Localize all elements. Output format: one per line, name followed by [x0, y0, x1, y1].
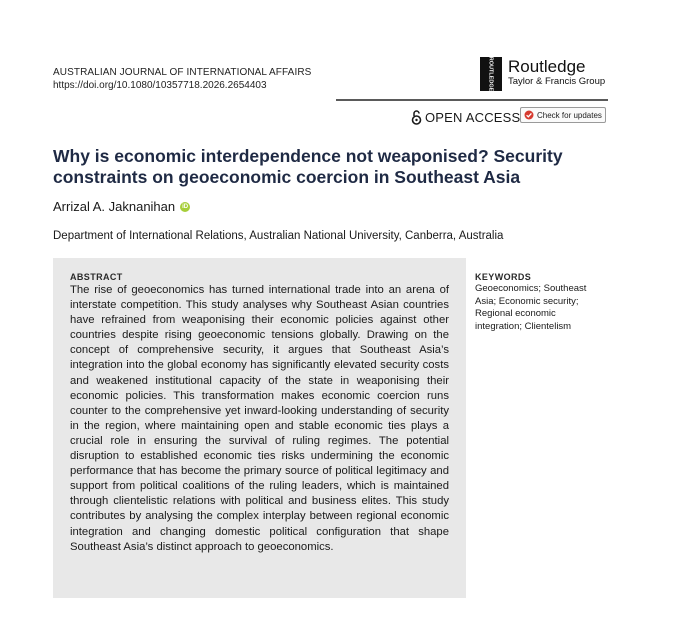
doi-link[interactable]: https://doi.org/10.1080/10357718.2026.2654403 — [53, 80, 267, 91]
open-access-label: OPEN ACCESS — [425, 110, 521, 125]
check-updates-button[interactable] — [520, 107, 606, 123]
routledge-logo-icon — [480, 57, 502, 91]
open-lock-icon — [411, 110, 422, 125]
article-title: Why is economic interdependence not weaponised? Security constraints on geoeconomic coercion in Southeast Asia — [53, 146, 563, 187]
author-name[interactable]: Arrizal A. Jaknanihan — [53, 199, 176, 214]
header-rule — [336, 99, 608, 101]
check-updates-label: Check for updates — [537, 110, 602, 120]
open-access-badge — [411, 110, 520, 125]
author-line — [53, 199, 190, 215]
abstract-heading: ABSTRACT — [70, 272, 123, 282]
abstract-box — [53, 258, 466, 598]
publisher-logo-text: ROUTLEDGE — [487, 57, 494, 91]
keywords-block — [475, 272, 605, 333]
publisher-subtitle: Taylor & Francis Group — [508, 76, 606, 87]
journal-info — [53, 66, 311, 92]
publisher-name: Routledge — [508, 57, 586, 76]
check-updates-icon — [524, 110, 534, 120]
publisher-block[interactable] — [480, 57, 605, 91]
keywords-heading: KEYWORDS — [475, 272, 532, 282]
affiliation: Department of International Relations, Australian National University, Canberra, Australia — [53, 230, 504, 242]
journal-name: AUSTRALIAN JOURNAL OF INTERNATIONAL AFFAIRS — [53, 67, 312, 78]
keywords-text: Geoeconomics; Southeast Asia; Economic security; Regional economic integration; Clientelism — [475, 283, 587, 332]
orcid-icon[interactable]: iD — [182, 204, 189, 210]
abstract-text: The rise of geoeconomics has turned international trade into an arena of interstate competition. This study analyses why Southeast Asian countries have refrained from weaponising their economic policies against other countries despite rising geoeconomic tensions globally. Drawing on the concept of comprehensive security, it argues that Southeast Asia’s integration into the global economy has significantly elevated security costs and weakened institutional capacity of the state in weaponising their economic policies. This transformation makes economic coercion runs counter to the comprehensive yet inward-looking understanding of security in the region, where maintaining open and stable economic ties plays a crucial role in ensuring the survival of ruling regimes. The potential disruption to established economic ties risks undermining the economic performance that has become the primary source of political legitimacy and support from political coalitions of the ruling leaders, which is maintained through clientelistic relations with political and business elites. This study contributes by analysing the complex interplay between regional economic integration and changing domestic political configuration that shape Southeast Asia’s distinct approach to geoeconomics. — [70, 284, 449, 553]
